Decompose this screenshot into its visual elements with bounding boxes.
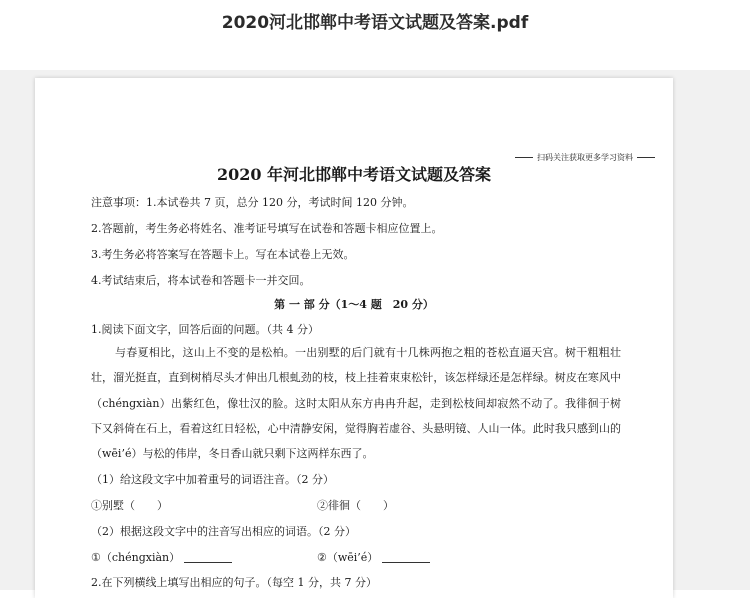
- sub-question: （2）根据这段文字中的注音写出相应的词语。（2 分）: [91, 525, 356, 538]
- viewer-header: [0, 0, 750, 70]
- section-heading: 第 一 部 分（1～4 题 20 分）: [274, 298, 434, 311]
- answer-item-label: ②（wēi’é）: [317, 551, 379, 564]
- answer-blank: [184, 552, 232, 563]
- reading-passage: 与春夏相比，这山上不变的是松柏。一出别墅的后门就有十几株两抱之粗的苍松直逼天宫。树干粗粗壮壮，溜光挺直，直到树梢尽头才伸出几根虬劲的枝，枝上挂着束束松针，该怎样绿还是怎样绿。树皮在寒风中（chéngxiàn）出紫红色，像壮汉的脸。这时太阳从东方冉冉升起，走到松枝间却寂然不动了。我徘徊于树下又斜倚在石上，看着这红日轻松，心中清静安闲，觉得胸若虚谷、头悬明镜、人山一体。此时我只感到山的（wēi’é）与松的伟岸，冬日香山就只剩下这两样东西了。: [91, 346, 621, 461]
- note-line: 4.考试结束后，将本试卷和答题卡一并交回。: [91, 274, 311, 287]
- question-prompt: 1.阅读下面文字，回答后面的问题。（共 4 分）: [91, 323, 319, 336]
- note-line: 3.考生务必将答案写在答题卡上。写在本试卷上无效。: [91, 248, 355, 261]
- answer-item: [317, 549, 430, 565]
- answer-item: ②徘徊（ ）: [317, 499, 394, 512]
- answer-item: ①别墅（ ）: [91, 499, 168, 512]
- note-line: 2.答题前，考生务必将姓名、准考证号填写在试卷和答题卡相应位置上。: [91, 222, 443, 235]
- question-prompt: 2.在下列横线上填写出相应的句子。（每空 1 分，共 7 分）: [91, 576, 377, 589]
- document-title: 2020 年河北邯郸中考语文试题及答案: [216, 165, 492, 184]
- watermark-dash-left: [515, 157, 533, 158]
- sub-question: （1）给这段文字中加着重号的词语注音。（2 分）: [91, 473, 334, 486]
- answer-item-label: ①（chéngxiàn）: [91, 551, 181, 564]
- watermark-dash-right: [637, 157, 655, 158]
- file-title: 2020河北邯郸中考语文试题及答案.pdf: [221, 13, 529, 33]
- note-line: 注意事项：1.本试卷共 7 页，总分 120 分，考试时间 120 分钟。: [91, 196, 414, 209]
- watermark-text: 扫码关注获取更多学习资料: [537, 153, 633, 162]
- answer-item: [91, 549, 232, 565]
- answer-blank: [382, 552, 430, 563]
- pdf-page: [35, 78, 673, 598]
